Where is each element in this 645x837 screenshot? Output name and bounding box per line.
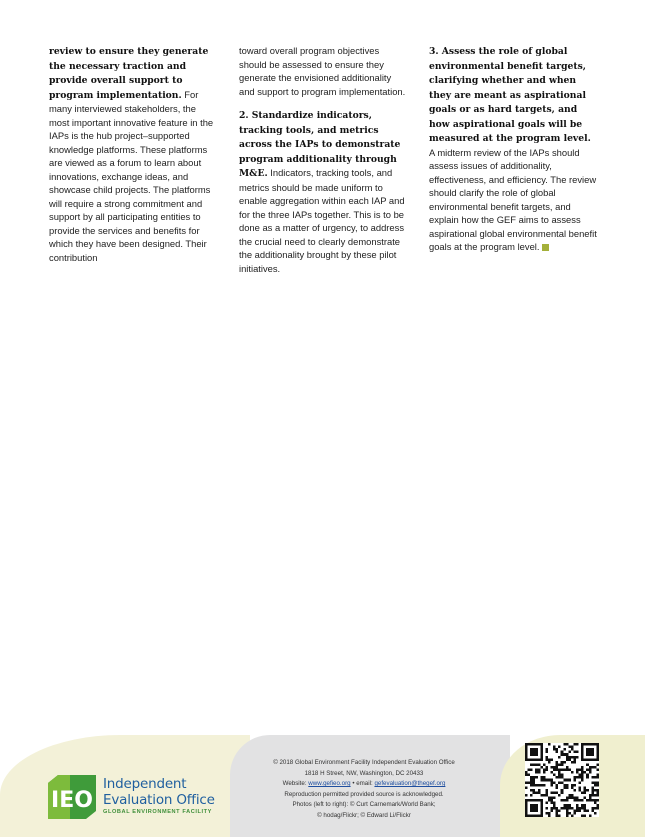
text-column-3 [429, 44, 597, 264]
recommendation-3-heading: 3. Assess the role of global environmental benefit targets, clarifying whether and when they are meant as aspirational goals or as hard targets, and how aspirational goals will be measured at the program level. [429, 46, 591, 144]
email-link[interactable]: gefevaluation@thegef.org [374, 780, 446, 787]
footer-copyright: © 2018 Global Environment Facility Independent Evaluation Office [273, 759, 455, 766]
footer-contact-line [240, 779, 488, 790]
recommendation-3-body: A midterm review of the IAPs should assess issues of additionality, effectiveness, and efficiency. The review should clarify the role of global environmental benefit targets, and explain how the GEF aims to assess aspirational global environmental benefit goals at the program level. [429, 146, 597, 252]
email-label: • email: [350, 780, 375, 787]
footer-address: 1818 H Street, NW, Washington, DC 20433 [304, 769, 424, 777]
col3-item-3-body-para [429, 146, 597, 254]
footer-photo-credits-2: © hodag/Flickr; © Edward Li/Flickr [317, 811, 411, 819]
end-of-article-square-icon [542, 244, 549, 251]
col1-paragraph [49, 44, 217, 264]
website-label: Website: [282, 780, 309, 787]
recommendation-2-body: Indicators, tracking tools, and metrics should be made uniform to enable aggregation within each IAP and for the three IAPs together. This is to be done as a matter of urgency, to address the crucial need to clearly demonstrate the additionality brought by these pilot initiatives. [239, 167, 405, 274]
recommendation-2-heading: 2. Standardize indicators, tracking tools, and metrics across the IAPs to demonstrate program additionality through M&E. [239, 110, 401, 179]
col1-body: For many interviewed stakeholders, the most important innovative feature in the IAPs is the hub project–supported knowledge platforms. These platforms are viewed as a forum to learn about innovations, exchange ideas, and showcase child projects. The platforms will require a strong commitment and support by all participating entities to provide the services and benefits for which they have been designed. Their contribution [49, 88, 214, 263]
logo-line-evaluation-office: Evaluation Office [103, 792, 215, 808]
logo-line-independent: Independent [103, 776, 187, 792]
footer-photo-credits: Photos (left to right): © Curt Carnemark/World Bank; [292, 801, 436, 808]
col2-continuation: toward overall program objectives should be assessed to ensure they generate the envisioned additionality and support to program implementation. [239, 45, 406, 97]
website-link[interactable]: www.gefieo.org [308, 780, 351, 787]
footer-colophon [240, 758, 488, 821]
logo-line-gef: GLOBAL ENVIRONMENT FACILITY [103, 809, 213, 815]
ieo-logo-badge-icon [48, 775, 96, 819]
qr-code-icon[interactable] [525, 743, 599, 817]
text-column-1 [49, 44, 217, 274]
col1-bold-lead: review to ensure they generate the necessary traction and provide overall support to program implementation. [49, 46, 209, 101]
footer-reproduction-note: Reproduction permitted provided source is acknowledged. [284, 790, 444, 798]
page-footer [0, 735, 645, 837]
col2-item-2 [239, 108, 407, 275]
logo-badge-text: IEO [51, 788, 93, 813]
text-column-2 [239, 44, 407, 285]
ieo-logo [48, 775, 258, 825]
col3-item-3 [429, 44, 597, 146]
